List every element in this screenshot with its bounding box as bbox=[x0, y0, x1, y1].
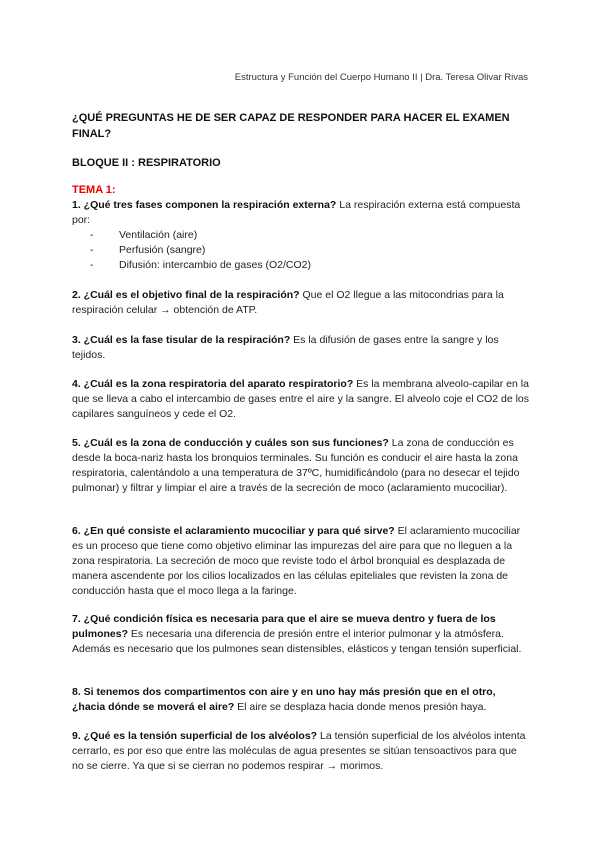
answer-text: Es la membrana alveolo-capilar en la que se lleva a cabo el intercambio de gases entre el aire y la sangre. El alveolo coje el CO2 de los capilares sanguíneos y cede el O2. bbox=[72, 378, 530, 420]
question-8 bbox=[72, 685, 530, 715]
list-item: - Difusión: intercambio de gases (O2/CO2) bbox=[72, 258, 530, 273]
question-text: 3. ¿Cuál es la fase tisular de la respiración? bbox=[72, 334, 291, 346]
answer-text: La respiración externa está compuesta por: bbox=[72, 199, 521, 226]
answer-text: El aire se desplaza hacia donde menos presión haya. bbox=[234, 701, 487, 713]
tema-heading: TEMA 1: bbox=[72, 184, 116, 196]
answer-text: La tensión superficial de los alvéolos intenta cerrarlo, es por eso que entre las moléculas de agua presentes se sitúan tensoactivos para que no se cierre. Ya que si se cierran no podemos respirar → morimos. bbox=[72, 730, 526, 772]
answer-text: Es la difusión de gases entre la sangre y los tejidos. bbox=[72, 334, 499, 361]
page-title: ¿QUÉ PREGUNTAS HE DE SER CAPAZ DE RESPONDER PARA HACER EL EXAMEN FINAL? bbox=[72, 112, 510, 140]
answer-text: Es necesaria una diferencia de presión entre el interior pulmonar y la atmósfera. Además es necesario que los pulmones sean distensibles, elásticos y tengan tensión superficial. bbox=[72, 628, 522, 655]
question-text: 6. ¿En qué consiste el aclaramiento mucociliar y para qué sirve? bbox=[72, 525, 395, 537]
question-4 bbox=[72, 377, 530, 422]
question-text: 1. ¿Qué tres fases componen la respiración externa? bbox=[72, 199, 337, 211]
question-9 bbox=[72, 729, 530, 774]
answer-text: La zona de conducción es desde la boca-nariz hasta los bronquios terminales. Su función es conducir el aire hasta la zona respiratoria, calentándolo a una temperatura de 37ºC, humidificándolo (para no desecar el tejido pulmonar) y filtrar y limpiar el aire a través de la secreción de moco (aclaramiento mucociliar). bbox=[72, 437, 520, 494]
block-heading: BLOQUE II : RESPIRATORIO bbox=[72, 157, 221, 169]
page-header: Estructura y Función del Cuerpo Humano II | Dra. Teresa Olivar Rivas bbox=[234, 72, 528, 83]
question-2 bbox=[72, 288, 530, 318]
phases-list bbox=[72, 228, 530, 273]
answer-text: El aclaramiento mucociliar es un proceso que tiene como objetivo eliminar las impurezas del aire para que no lleguen a la zona respiratoria. La secreción de moco que reviste todo el árbol bronquial es desplazada de manera ascendente por los cilios localizados en las células epiteliales que revisten la zona de conducción hasta que el moco llega a la faringe. bbox=[72, 525, 521, 597]
list-item: - Perfusión (sangre) bbox=[72, 243, 530, 258]
question-1 bbox=[72, 198, 530, 273]
question-text: 7. ¿Qué condición física es necesaria para que el aire se mueva dentro y fuera de los pulmones? bbox=[72, 613, 496, 640]
question-text: 4. ¿Cuál es la zona respiratoria del aparato respiratorio? bbox=[72, 378, 354, 390]
question-text: 8. Si tenemos dos compartimentos con aire y en uno hay más presión que en el otro, ¿hacia dónde se moverá el aire? bbox=[72, 686, 496, 713]
question-text: 2. ¿Cuál es el objetivo final de la respiración? bbox=[72, 289, 300, 301]
question-3 bbox=[72, 333, 530, 363]
answer-text: Que el O2 llegue a las mitocondrias para la respiración celular → obtención de ATP. bbox=[72, 289, 504, 316]
list-item: - Ventilación (aire) bbox=[72, 228, 530, 243]
question-7 bbox=[72, 612, 530, 657]
question-6 bbox=[72, 524, 530, 599]
question-text: 9. ¿Qué es la tensión superficial de los alvéolos? bbox=[72, 730, 318, 742]
question-5 bbox=[72, 436, 530, 496]
question-text: 5. ¿Cuál es la zona de conducción y cuáles son sus funciones? bbox=[72, 437, 389, 449]
